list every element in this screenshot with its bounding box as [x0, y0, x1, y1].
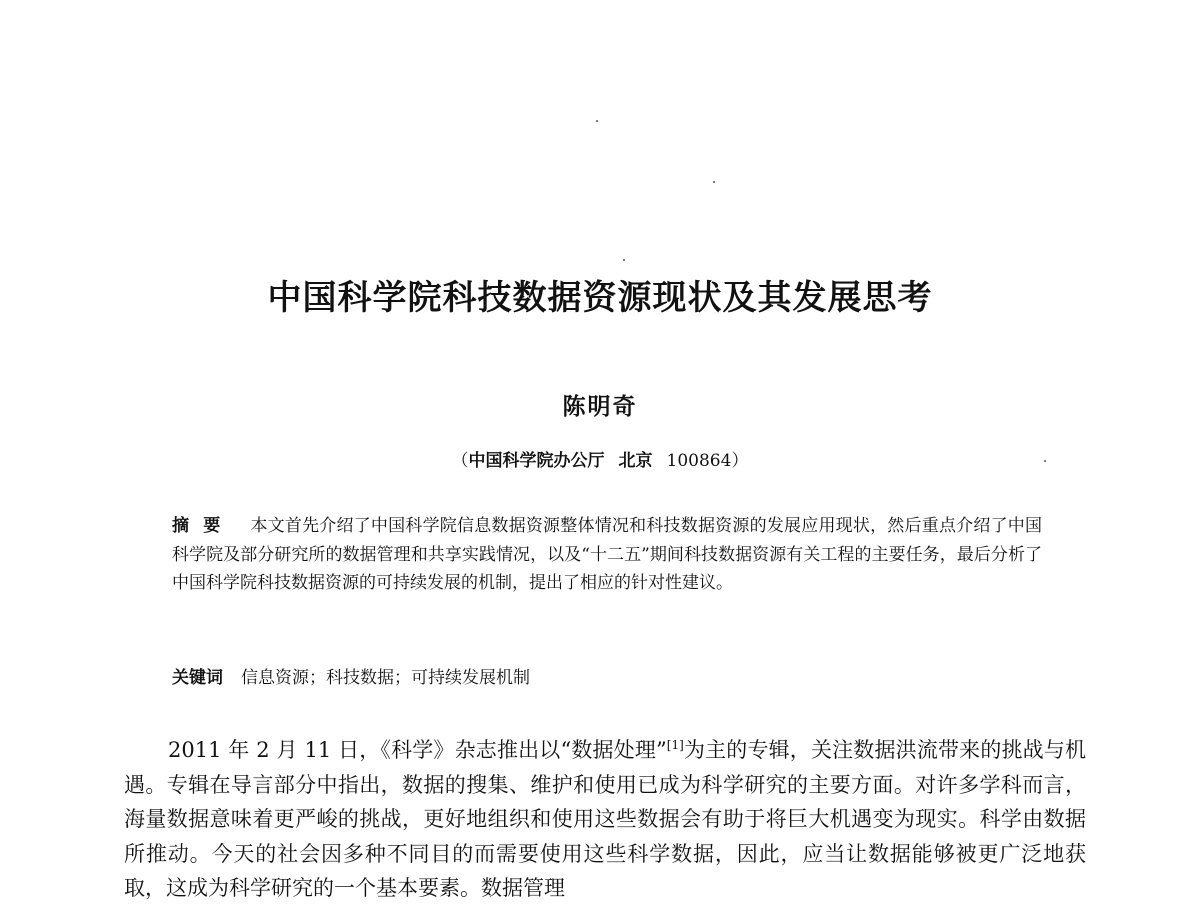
abstract-label: 摘要 — [172, 516, 235, 536]
affiliation-city: 北京 — [618, 451, 653, 471]
author-name: 陈明奇 — [562, 393, 638, 420]
body-rest: 为主的专辑，关注数据洪流带来的挑战与机遇。专辑在导言部分中指出，数据的搜集、维护和使用已成为科学研究的主要方面。对许多学科而言，海量数据意味着更严峻的挑战，更好地组织和使用这些数据会有助于将巨大机遇变为现实。科学由数据所推动。今天的社会因多种不同目的而需要使用这些科学数据，因此，应当让数据能够被更广泛地获取，这成为科学研究的一个基本要素。数据管理 — [124, 738, 1087, 900]
affiliation-open-paren: （ — [451, 451, 469, 471]
abstract — [172, 512, 1042, 598]
scan-speck — [596, 120, 598, 122]
reference-mark: [1] — [666, 738, 684, 752]
affiliation-close-paren: ） — [731, 451, 749, 471]
keywords-label: 关键词 — [172, 668, 223, 688]
keywords-text: 信息资源；科技数据；可持续发展机制 — [241, 668, 530, 688]
affiliation-org: 中国科学院办公厅 — [468, 451, 605, 471]
affiliation — [0, 446, 1200, 471]
paper-title: 中国科学院科技数据资源现状及其发展思考 — [267, 278, 933, 318]
scan-speck — [713, 181, 715, 183]
body-paragraph — [124, 733, 1086, 906]
scan-speck — [623, 259, 625, 261]
abstract-text: 本文首先介绍了中国科学院信息数据资源整体情况和科技数据资源的发展应用现状，然后重点介绍了中国科学院及部分研究所的数据管理和共享实践情况，以及“十二五”期间科技数据资源有关工程的主要任务，最后分析了中国科学院科技数据资源的可持续发展的机制，提出了相应的针对性建议。 — [172, 516, 1043, 593]
affiliation-postcode: 100864 — [666, 451, 732, 471]
body-lead: 2011 年 2 月 11 日，《科学》杂志推出以“数据处理” — [168, 738, 667, 762]
keywords — [172, 664, 1042, 692]
